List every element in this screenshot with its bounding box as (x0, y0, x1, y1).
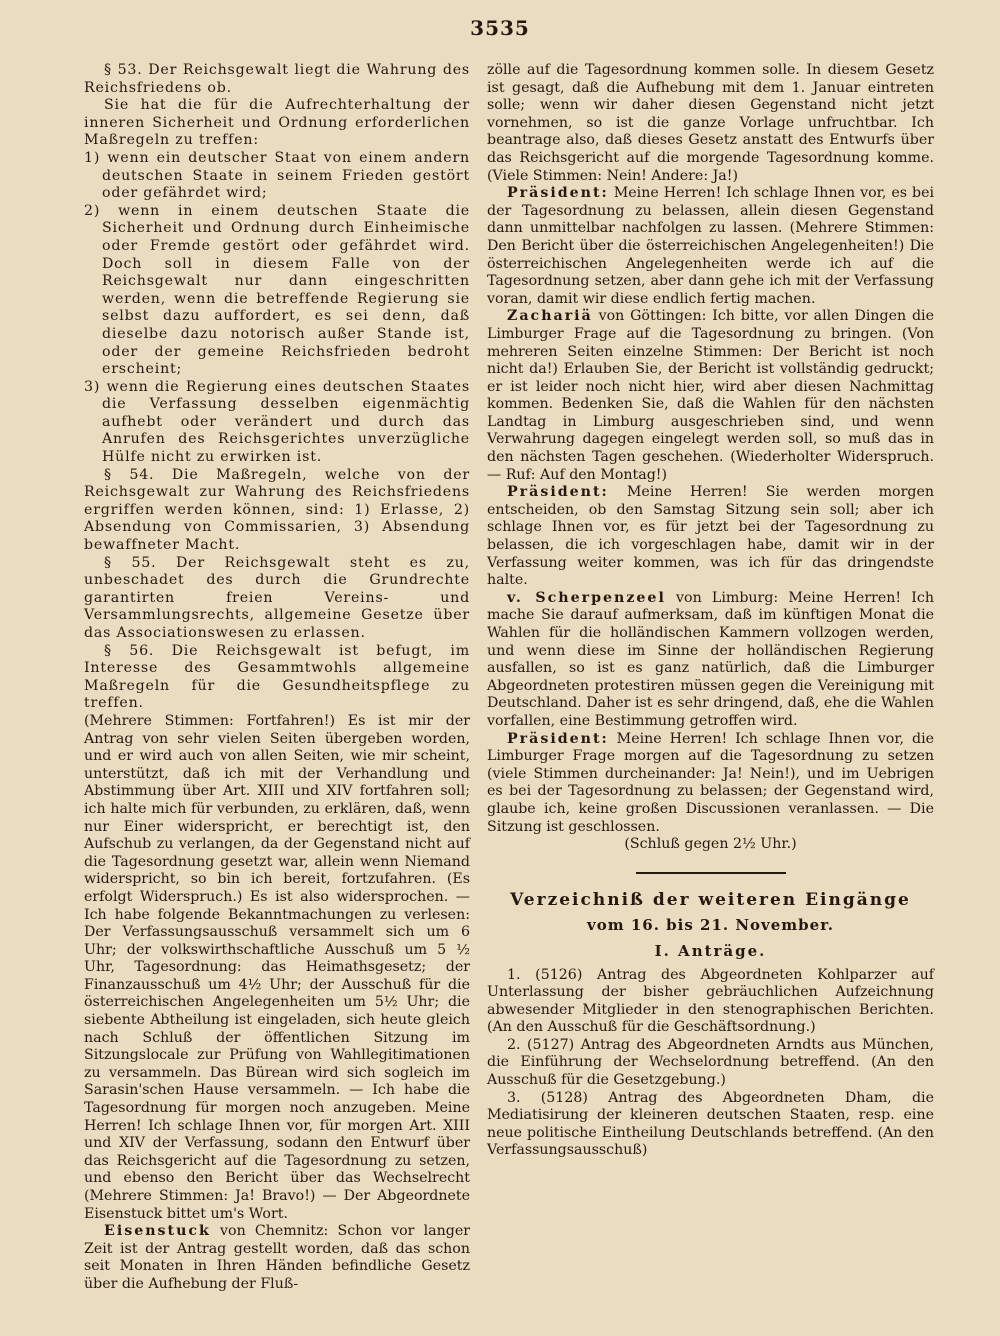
page-number: 3535 (470, 16, 530, 40)
speech-text: von Chemnitz: Schon vor langer Zeit ist der Antrag gestellt worden, daß das schon seit Monaten in Ihren Händen befindliche Gesetz über die Aufhebung der Fluß- (84, 1223, 470, 1292)
left-column (84, 62, 470, 1294)
right-column (487, 62, 934, 1160)
speaker-name: Eisenstuck (104, 1223, 211, 1240)
speech-text: Meine Herren! Ich schlage Ihnen vor, es bei der Tagesordnung zu belassen, allein diesen Gegenstand dann unmittelbar nachfolgen zu lassen. (Mehrere Stimmen: Den Bericht über die österreichischen Angelegenheiten!) Die österreichischen Angelegenheiten werde ich auf die Tagesordnung setzen, aber dann gehe ich mit der Verfassung voran, damit wir diese endlich fertig machen. (487, 185, 934, 307)
section-53: § 53. Der Reichsgewalt liegt die Wahrung des Reichsfriedens ob. (84, 62, 470, 96)
speech-paragraph-president-2 (487, 484, 934, 590)
list-item: 2. (5127) Antrag des Abgeordneten Arndts aus München, die Einführung der Wechselordnung betreffend. (An den Ausschuß für die Gesetzgebung.) (487, 1036, 934, 1089)
speech-continuation: zölle auf die Tagesordnung kommen solle. In diesem Gesetz ist gesagt, daß die Aufhebung mit dem 1. Januar eintreten solle; wenn wir daher diesen Gegenstand nicht jetzt vornehmen, so ist die ganze Vorlage unfruchtbar. Ich beantrage also, daß dieses Gesetz anstatt des Entwurfs über das Reichsgericht auf die morgende Tagesordnung komme. (Viele Stimmen: Nein! Andere: Ja!) (487, 62, 934, 184)
section-55: § 55. Der Reichsgewalt steht es zu, unbeschadet des durch die Grundrechte garantirten freien Vereins- und Versammlungsrechts, allgemeine Gesetze über das Associationswesen zu erlassen. (84, 554, 470, 641)
speech-text: Meine Herren! Sie werden morgen entscheiden, ob den Samstag Sitzung sein soll; aber ich schlage Ihnen vor, es für jetzt bei der Tagesordnung zu belassen, die ich vorgeschlagen habe, damit wir in der Verfassung weiter kommen, was ich für das dringendste halte. (487, 484, 934, 589)
section-heading: Verzeichniß der weiteren Eingänge (510, 889, 911, 910)
list-item-1: 1) wenn ein deutscher Staat von einem andern deutschen Staate in seinem Frieden gestört oder gefährdet wird; (84, 149, 470, 202)
speech-text: von Göttingen: Ich bitte, vor allen Dingen die Limburger Frage auf die Tagesordnung zu bringen. (Von mehreren Seiten einzelne Stimmen: Der Bericht ist noch nicht da!) Erlauben Sie, der Bericht ist vollständig gedruckt; er ist leider noch nicht hier, wird aber diesen Nachmittag kommen. Bedenken Sie, daß die Wahlen für den nächsten Landtag in Limburg ausgeschrieben sind, und wenn Verwahrung dagegen eingelegt werden soll, so muß das in den nächsten Tagen geschehen. (Wiederholter Widerspruch. — Ruf: Auf den Montag!) (487, 308, 934, 483)
divider-rule (636, 872, 786, 874)
section-53-body: Sie hat die für die Aufrechterhaltung der inneren Sicherheit und Ordnung erforderlichen Maßregeln zu treffen: (84, 97, 470, 149)
speaker-name: Präsident: (507, 484, 609, 501)
speech-paragraph-eisenstuck (84, 1223, 470, 1293)
speech-text: Meine Herren! Ich schlage Ihnen vor, die Limburger Frage morgen auf die Tagesordnung zu setzen (viele Stimmen durcheinander: Ja! Nein!), und im Uebrigen es bei der Tagesordnung zu belassen; der Gegenstand wird, glaube ich, keine großen Discussionen veranlassen. — Die Sitzung ist geschlossen. (487, 730, 934, 835)
speaker-name: Zachariä (507, 308, 593, 325)
subsection-heading: I. Anträge. (654, 941, 767, 960)
section-56: § 56. Die Reichsgewalt ist befugt, im Interesse des Gesammtwohls allgemeine Maßregeln für die Gesundheitspflege zu treffen. (84, 642, 470, 712)
speech-paragraph-president-1 (487, 185, 934, 308)
closing-note: (Schluß gegen 2½ Uhr.) (624, 836, 797, 853)
list-item: 3. (5128) Antrag des Abgeordneten Dham, die Mediatisirung der kleineren deutschen Staaten, resp. eine neue politische Eintheilung Deutschlands betreffend. (An den Verfassungsausschuß) (487, 1089, 934, 1159)
speech-text: von Limburg: Meine Herren! Ich mache Sie darauf aufmerksam, daß im künftigen Monat die Wahlen für die holländischen Kammern vollzogen werden, und wenn diese im Sinne der holländischen Regierung ausfallen, so ist es ganz natürlich, daß die Limburger Abgeordneten protestiren müssen gegen die Vereinigung mit Deutschland. Daher ist es sehr dringend, daß, ehe die Wahlen vorfallen, eine Bestimmung getroffen wird. (487, 589, 934, 729)
list-item-3: 3) wenn die Regierung eines deutschen Staates die Verfassung desselben eigenmächtig aufhebt oder verändert und durch das Anrufen des Reichsgerichtes unverzügliche Hülfe nicht zu erwirken ist. (84, 378, 470, 466)
list-item: 1. (5126) Antrag des Abgeordneten Kohlparzer auf Unterlassung der bisher gebräuchlichen Aufzeichnung abwesender Mitglieder in den stenographischen Berichten. (An den Ausschuß für die Geschäftsordnung.) (487, 966, 934, 1036)
speaker-name: Präsident: (507, 185, 609, 202)
speech-paragraph-president-3 (487, 731, 934, 837)
section-54: § 54. Die Maßregeln, welche von der Reichsgewalt zur Wahrung des Reichsfriedens ergriffen werden können, sind: 1) Erlasse, 2) Absendung von Commissarien, 3) Absendung bewaffneter Macht. (84, 466, 470, 554)
law-text (84, 62, 470, 713)
speech-paragraph-zachariae (487, 308, 934, 484)
list-item-2: 2) wenn in einem deutschen Staate die Sicherheit und Ordnung durch Einheimische oder Fremde gestört oder gefährdet wird. Doch soll in diesem Falle von der Reichsgewalt nur dann eingeschritten werden, wenn die betreffende Regierung sie selbst dazu auffordert, es sei denn, daß dieselbe dazu notorisch außer Stande ist, oder der gemeine Reichsfrieden bedroht erscheint; (84, 202, 470, 378)
speech-paragraph-scherpenzeel (487, 590, 934, 731)
section-subheading: vom 16. bis 21. November. (587, 916, 834, 935)
speech-paragraph: (Mehrere Stimmen: Fortfahren!) Es ist mir der Antrag von sehr vielen Seiten übergeben worden, und er wird auch von allen Seiten, wie mir scheint, unterstützt, daß ich mit der Verhandlung und Abstimmung über Art. XIII und XIV fortfahren soll; ich halte mich für verbunden, zu erklären, daß, wenn nur Einer widerspricht, er berechtigt ist, den Aufschub zu verlangen, da der Gegenstand nicht auf die Tagesordnung gesetzt war, allein wenn Niemand widerspricht, so bin ich bereit, fortzufahren. (Es erfolgt Widerspruch.) Es ist also widersprochen. — Ich habe folgende Bekanntmachungen zu verlesen: Der Verfassungsausschuß versammelt sich um 6 Uhr; der volkswirthschaftliche Ausschuß um 5 ½ Uhr, Tagesordnung: das Heimathsgesetz; der Finanzausschuß um 4½ Uhr; der Ausschuß für die österreichischen Angelegenheiten um 5½ Uhr; die siebente Abtheilung ist eingeladen, sich heute gleich nach Schluß der öffentlichen Sitzung im Sitzungslocale zur Prüfung von Wahllegitimationen zu versammeln. Das Bürean wird sich sogleich im Sarasin'schen Hause versammeln. — Ich habe die Tagesordnung für morgen noch anzugeben. Meine Herren! Ich schlage Ihnen vor, für morgen Art. XIII und XIV der Verfassung, sodann den Entwurf über das Reichsgericht auf die Tagesordnung zu setzen, und ebenso den Bericht über das Wechselrecht (Mehrere Stimmen: Ja! Bravo!) — Der Abgeordnete Eisenstuck bittet um's Wort. (84, 712, 470, 1222)
speaker-name: v. Scherpenzeel (507, 589, 666, 606)
speaker-name: Präsident: (507, 730, 609, 747)
